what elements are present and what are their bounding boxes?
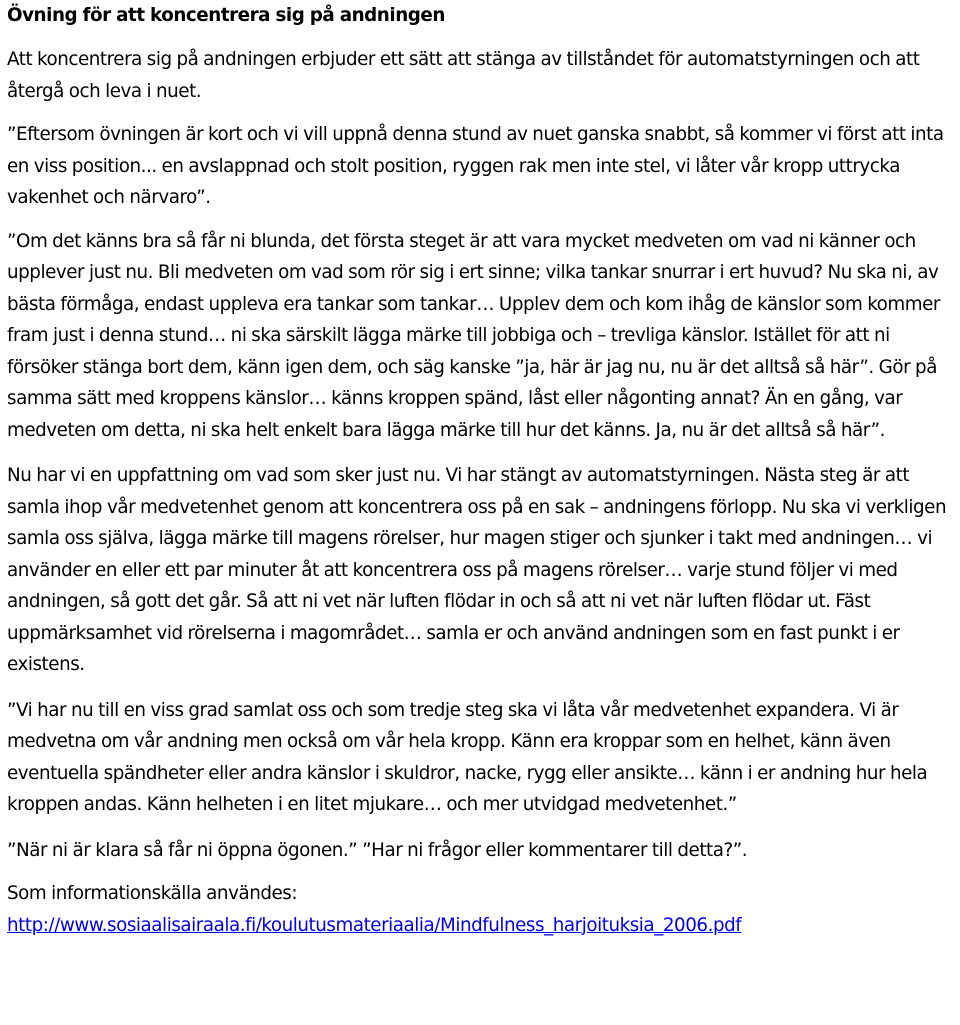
source-link[interactable]: http://www.sosiaalisairaala.fi/koulutusmateriaalia/Mindfulness_harjoituksia_2006.pdf [7, 914, 742, 936]
closing-paragraph: ”När ni är klara så får ni öppna ögonen.” ”Har ni frågor eller kommentarer till detta?”. [7, 839, 748, 861]
position-paragraph: ”Eftersom övningen är kort och vi vill uppnå denna stund av nuet ganska snabbt, så kommer vi först att inta en viss position... en avslappnad och stolt position, ryggen rak men inte stel, vi låter vår kropp uttrycka vakenhet och närvaro”. [7, 124, 944, 208]
awareness-paragraph: ”Om det känns bra så får ni blunda, det första steget är att vara mycket medveten om vad ni känner och upplever just nu. Bli medveten om vad som rör sig i ert sinne; vilka tankar snurrar i ert huvud? Nu ska ni, av bästa förmåga, endast uppleva era tankar som tankar… Upplev dem och kom ihåg de känslor som kommer fram just i denna stund… ni ska särskilt lägga märke till jobbiga och – trevliga känslor. Istället för att ni försöker stänga bort dem, känn igen dem, och säg kanske ”ja, här är jag nu, nu är det alltså så här”. Gör på samma sätt med kroppens känslor… känns kroppen spänd, låst eller någonting annat? Än en gång, var medveten om detta, ni ska helt enkelt bara lägga märke till hur det känns. Ja, nu är det alltså så här”. [7, 230, 940, 441]
source-paragraph [7, 910, 957, 942]
breathing-paragraph: Nu har vi en uppfattning om vad som sker just nu. Vi har stängt av automatstyrningen. Nästa steg är att samla ihop vår medvetenhet genom att koncentrera oss på en sak – andningens förlopp. Nu ska vi verkligen samla oss själva, lägga märke till magens rörelser, hur magen stiger och sjunker i takt med andningen… vi använder en eller ett par minuter åt att koncentrera oss på magens rörelser… varje stund följer vi med andningen, så gott det går. Så att ni vet när luften flödar in och så att ni vet när luften flödar ut. Fäst uppmärksamhet vid rörelserna i magområdet… samla er och använd andningen som en fast punkt i er existens. [7, 465, 947, 675]
document-page [7, 0, 957, 941]
document-title: Övning för att koncentrera sig på andningen [7, 5, 445, 26]
expansion-paragraph: ”Vi har nu till en viss grad samlat oss och som tredje steg ska vi låta vår medvetenhet expandera. Vi är medvetna om vår andning men också om vår hela kropp. Känn era kroppar som en helhet, känn även eventuella spändheter eller andra känslor i skuldror, nacke, rygg eller ansikte… känn i er andning hur hela kroppen andas. Känn helheten i en litet mjukare… och mer utvidgad medvetenhet.” [7, 699, 928, 815]
intro-paragraph: Att koncentrera sig på andningen erbjuder ett sätt att stänga av tillståndet för automatstyrningen och att återgå och leva i nuet. [7, 49, 920, 102]
source-label: Som informationskälla användes: [7, 883, 298, 904]
